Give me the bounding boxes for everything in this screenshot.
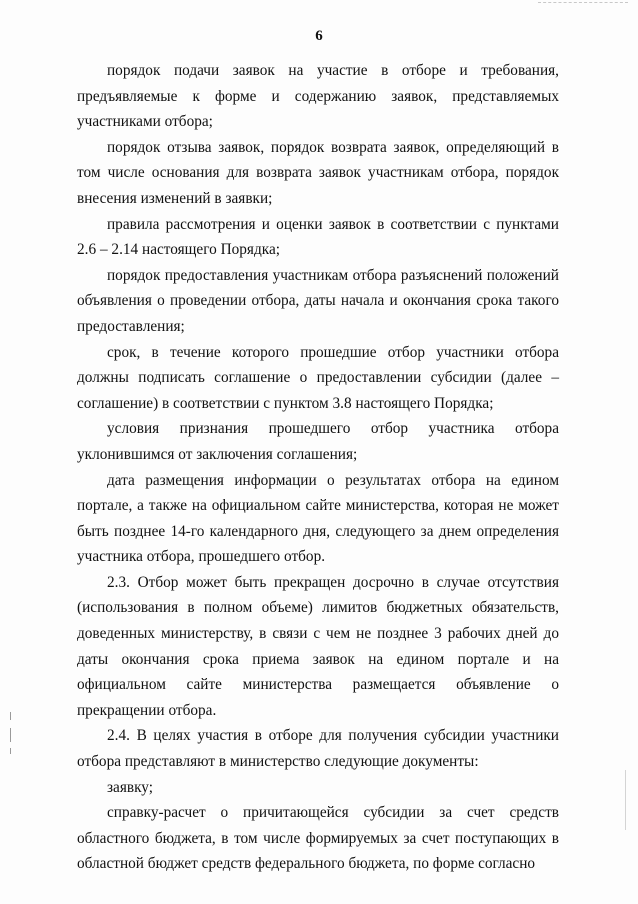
page-number: 6 [315, 28, 323, 44]
scan-margin-mark [10, 748, 11, 754]
scan-margin-mark [10, 712, 11, 720]
paragraph-results-publication: дата размещения информации о результатах отбора на едином портале, а также на официальном сайте министерства, которая не может быть позднее 14-го календарного дня, следующего за днем определения участника отбора, прошедшего отбор. [77, 471, 559, 566]
document-body [77, 58, 559, 877]
paragraph-signing-deadline: срок, в течение которого прошедшие отбор участники отбора должны подписать соглашение о предоставлении субсидии (далее – соглашение) в соответствии с пунктом 3.8 настоящего Порядка; [77, 343, 559, 412]
paragraph-section-2-3: 2.3. Отбор может быть прекращен досрочно в случае отсутствия (использования в полном объеме) лимитов бюджетных обязательств, доведенных министерству, в связи с чем не позднее 3 рабочих дней до даты окончания срока приема заявок на едином портале и на официальном сайте министерства размещается объявление о прекращении отбора. [77, 573, 559, 719]
paragraph-evasion-conditions: условия признания прошедшего отбор участника отбора уклонившимся от заключения соглашения; [77, 420, 559, 463]
paragraph-application-withdrawal: порядок отзыва заявок, порядок возврата заявок, определяющий в том числе основания для возврата заявок участникам отбора, порядок внесения изменений в заявки; [77, 138, 559, 207]
paragraph-calculation-certificate: справку-расчет о причитающейся субсидии за счет средств областного бюджета, в том числе формируемых за счет поступающих в областной бюджет средств федерального бюджета, по форме согласно [77, 804, 559, 873]
scan-edge-line [538, 2, 628, 3]
paragraph-section-2-4: 2.4. В целях участия в отборе для получения субсидии участники отбора представляют в министерство следующие документы: [77, 727, 559, 771]
paragraph-application-submission: порядок подачи заявок на участие в отборе и требования, предъявляемые к форме и содержанию заявок, представляемых участниками отбора; [77, 62, 559, 131]
scan-margin-mark [625, 770, 626, 830]
paragraph-application: заявку; [107, 778, 154, 796]
scan-margin-mark [10, 728, 11, 742]
paragraph-clarifications: порядок предоставления участникам отбора разъяснений положений объявления о проведении отбора, даты начала и окончания срока такого предоставления; [77, 266, 559, 335]
paragraph-review-rules: правила рассмотрения и оценки заявок в соответствии с пунктами 2.6 – 2.14 настоящего Порядка; [77, 215, 559, 259]
